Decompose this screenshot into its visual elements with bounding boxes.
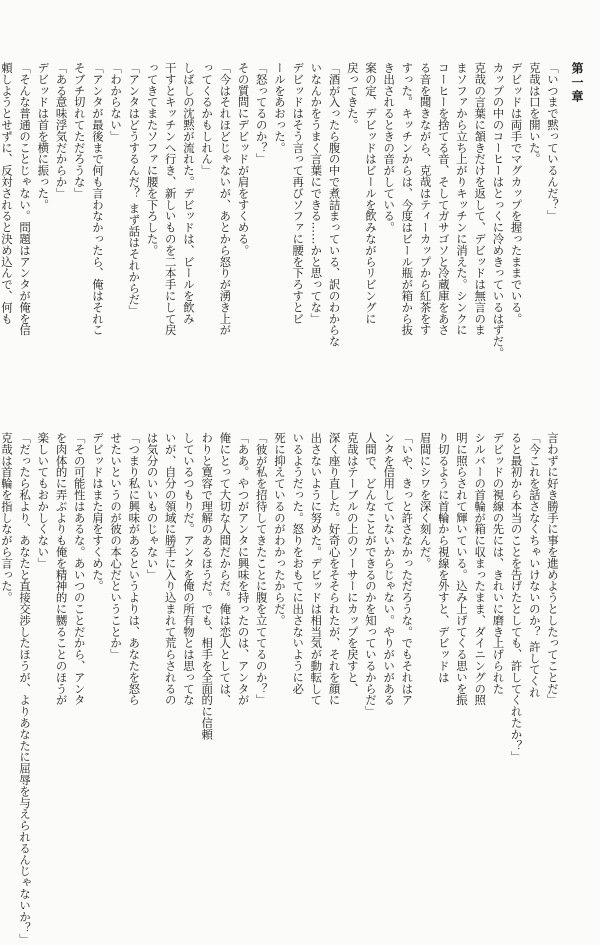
text-line: デビッドは両手でマグカップを握ったままでいる。 xyxy=(509,62,524,325)
text-line: ると最初から本当のことを告げたとしても、許してくれたか？」 xyxy=(509,432,524,763)
text-line: そブチ切れてただろうな」 xyxy=(72,62,87,199)
text-line: デビッドはそう言って再びソファに腰を下ろすとビ xyxy=(291,62,306,325)
text-line: 克哉の言葉に頷きだけを返して、デビッドは無言のま xyxy=(473,62,488,336)
text-line: り切るように首輪から視線を外すと、デビッドは xyxy=(436,432,451,683)
text-line: 言わずに好き勝手に事を進めようとしたってことだ」 xyxy=(546,432,560,706)
text-line: 克哉は首輪を指しながら言った。 xyxy=(0,432,14,603)
text-line: 死に抑えているのがわかったからだ。 xyxy=(272,432,287,626)
text-line: カップの中のコーヒーはとっくに冷めきっているはずだ。 xyxy=(491,62,506,359)
text-line: デビッドは首を横に振った。 xyxy=(36,62,51,211)
text-line: 「怒ってるのか？」 xyxy=(254,62,269,165)
text-line: いが、自分の領域に勝手に入り込まれて荒らされるの xyxy=(163,432,178,706)
text-line: デビッドはまた肩をすくめた。 xyxy=(90,432,105,592)
text-line: ってきてまたソファに腰を下ろした。 xyxy=(145,62,160,256)
text-line: その質問にデビッドが肩をすくめる。 xyxy=(236,62,251,256)
text-line: ールをあおった。 xyxy=(272,62,287,154)
text-line: 「その可能性はあるな。あいつのことだから、アンタ xyxy=(72,432,87,706)
text-line: を肉体的に弄ぶよりも俺を精神的に嬲ることのほうが xyxy=(54,432,69,706)
text-line: いるようだった。怒りをおもてに出さないように必 xyxy=(291,432,306,695)
text-line: 楽しいてもおかしくない」 xyxy=(36,432,51,569)
text-line: 「アンタはどうするんだ？ まず話はそれからだ」 xyxy=(127,62,142,317)
text-line: しているつもりだ。アンタを俺の所有物とは思ってな xyxy=(181,432,196,706)
text-line: 「今はそれほどじゃないが、あとから怒りが湧き上が xyxy=(218,62,233,336)
text-line: 眉間にシワを深く刻んだ。 xyxy=(418,432,433,569)
text-line: せたいというのが彼の本心だということか」 xyxy=(109,432,124,660)
text-line: ンタを信用していないからじゃない。やりがいがある xyxy=(382,432,397,706)
text-line: 案の定、デビッドはビールを飲みながらリビングに xyxy=(363,62,378,325)
text-line: 「ああ。やつがアンタに興味を持ったのは、アンタが xyxy=(236,432,251,706)
text-line: 「今これを話さなくちゃいけないのか？ 許してくれ xyxy=(527,432,542,698)
text-line: る音を聞きながら、克哉はティーカップから紅茶をす xyxy=(418,62,433,336)
text-line: 「彼が私を招待してきたことに腹を立ててるのか？」 xyxy=(254,432,269,706)
text-line: デビッドの視線の先には、きれいに磨き上げられた xyxy=(491,432,506,695)
text-line: 深く座り直した。好奇心をそそられたが、それを顔に xyxy=(327,432,342,706)
text-line: シルバーの首輪が箱に収まったまま、ダイニングの照 xyxy=(473,432,488,706)
text-line: 戻ってきた。 xyxy=(345,62,360,131)
text-block-lower xyxy=(0,432,562,945)
text-line: 「そんな普通のことじゃない。問題はアンタが俺を信 xyxy=(18,62,33,336)
text-line: 出さないように努めた。デビッドは相当気が動転して xyxy=(309,432,324,706)
text-line: は気分のいいものじゃない」 xyxy=(145,432,160,581)
text-line: 「だったら私より、あなたと直接交渉したほうが、よりあなたに屈辱を与えられるんじゃないか？」 xyxy=(18,432,33,945)
text-line: 「アンタが最後まで何も言わなかったら、俺はそれこ xyxy=(90,62,105,336)
text-line: わりと寛容で理解のあるほうだ。でも、相手を全面的に信頼 xyxy=(200,432,215,740)
text-block-upper xyxy=(0,62,562,408)
text-line: 「いや、きっと許さなかっただろうな。でもそれはア xyxy=(400,432,415,706)
text-line: 「わからない」 xyxy=(109,62,124,142)
text-line: 明に照らされて輝いている。込み上げてくる思いを振 xyxy=(454,432,469,706)
text-line: 俺にとって大切な人間だからだ。俺は恋人としては、 xyxy=(218,432,233,706)
text-line: 克哉はテーブルの上のソーサーにカップを戻すと、 xyxy=(345,432,360,695)
text-line: コーヒーを捨てる音、そしてガサゴソと冷蔵庫をあさ xyxy=(436,62,451,336)
text-line: き出されるときの音がしている。 xyxy=(382,62,397,233)
text-line: すった。キッチンからは、今度はビール瓶が箱から抜 xyxy=(400,62,415,336)
chapter-heading: 第一章 xyxy=(570,62,584,104)
text-line: 人間で、どんなことができるのかを知っているからだ」 xyxy=(363,432,378,717)
text-line: 「酒が入ったら腹の中で煮詰まっている、訳のわからな xyxy=(327,62,342,347)
text-line: 頼しようとせずに、反対されると決め込んで、何も xyxy=(0,62,14,325)
text-line: 干すとキッチンへ行き、新しいものを二本手にして戻 xyxy=(163,62,178,336)
text-line: 克哉は口を開いた。 xyxy=(527,62,542,165)
text-line: いなんかをうまく言葉にできる……かと思ってな」 xyxy=(309,62,324,325)
text-line: しばしの沈黙が流れた。デビッドは、ビールを飲み xyxy=(181,62,196,325)
text-line: 「つまり私に興味があるというよりは、あなたを怒ら xyxy=(127,432,142,706)
text-line: まソファから立ち上がりキッチンに消えた。シンクに xyxy=(454,62,469,336)
text-line: 「ある意味浮気だからか」 xyxy=(54,62,69,199)
text-line: 「いつまで黙っているんだ？」 xyxy=(546,62,560,222)
text-line: ってくるかもしれん」 xyxy=(200,62,215,176)
